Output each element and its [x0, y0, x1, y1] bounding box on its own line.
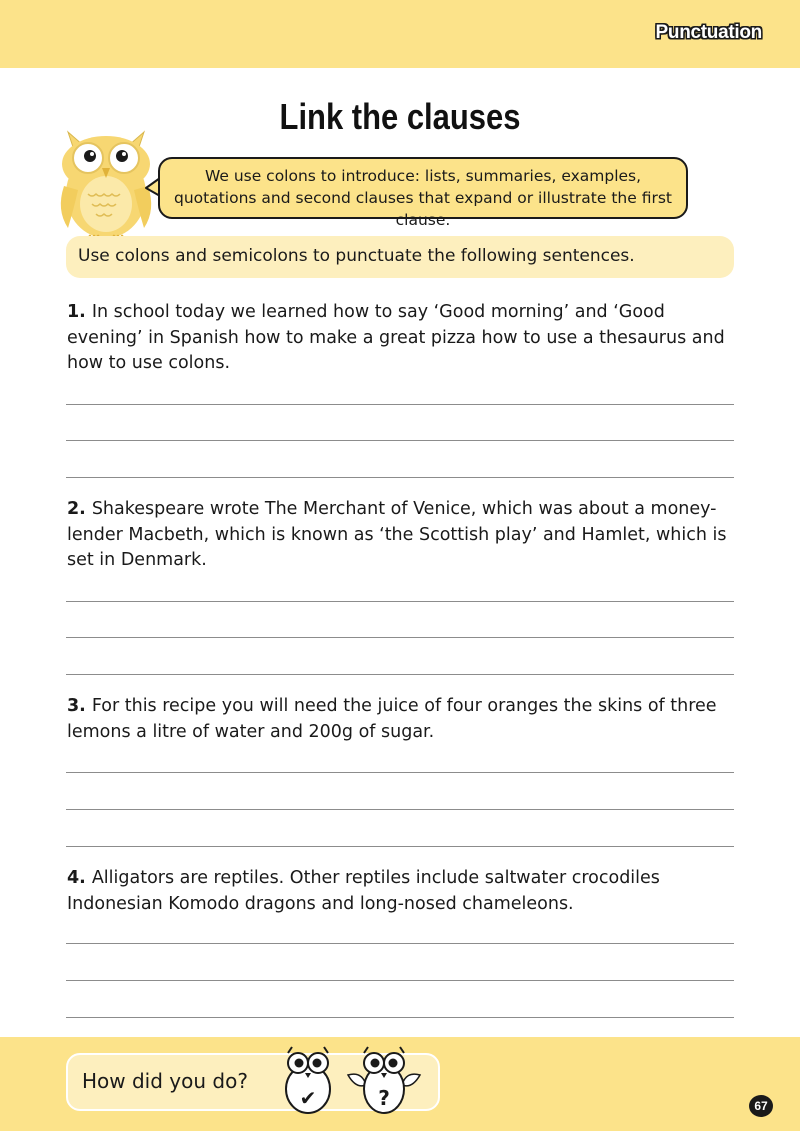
answer-line[interactable]	[66, 601, 734, 602]
self-assessment-label: How did you do?	[82, 1069, 248, 1093]
self-assessment-box	[66, 1053, 440, 1111]
tip-text: We use colons to introduce: lists, summaries, examples, quotations and second clauses that expand or illustrate the first clause.	[174, 167, 672, 229]
answer-line[interactable]	[66, 980, 734, 981]
tick-owl-icon[interactable]	[266, 1045, 350, 1115]
question-2	[67, 497, 735, 574]
answer-line[interactable]	[66, 674, 734, 675]
question-glyph: ?	[378, 1086, 390, 1110]
answer-line[interactable]	[66, 440, 734, 441]
answer-line[interactable]	[66, 809, 734, 810]
page-title: Link the clauses	[279, 96, 521, 137]
section-label: Punctuation	[655, 22, 762, 43]
question-number: 2.	[67, 499, 86, 519]
instruction-banner	[66, 236, 734, 278]
question-number: 3.	[67, 696, 86, 716]
answer-line[interactable]	[66, 772, 734, 773]
answer-line[interactable]	[66, 943, 734, 944]
question-3	[67, 694, 735, 745]
question-number: 1.	[67, 302, 86, 322]
page-number: 67	[749, 1095, 773, 1117]
answer-line[interactable]	[66, 1017, 734, 1018]
question-text: Shakespeare wrote The Merchant of Venice, which was about a money-lender Macbeth, which is known as ‘the Scottish play’ and Hamlet, which is set in Denmark.	[67, 499, 727, 570]
question-text: For this recipe you will need the juice of four oranges the skins of three lemons a litre of water and 200g of sugar.	[67, 696, 717, 742]
question-number: 4.	[67, 868, 86, 888]
tick-glyph: ✔	[299, 1086, 317, 1110]
question-owl-icon[interactable]	[342, 1045, 426, 1115]
answer-line[interactable]	[66, 846, 734, 847]
question-text: Alligators are reptiles. Other reptiles include saltwater crocodiles Indonesian Komodo dragons and long-nosed chameleons.	[67, 868, 660, 914]
instruction-text: Use colons and semicolons to punctuate the following sentences.	[78, 246, 635, 266]
question-4	[67, 866, 735, 917]
owl-icon	[56, 124, 156, 244]
question-1	[67, 300, 735, 377]
answer-line[interactable]	[66, 637, 734, 638]
answer-line[interactable]	[66, 477, 734, 478]
answer-line[interactable]	[66, 404, 734, 405]
tip-speech-bubble	[158, 157, 688, 229]
question-text: In school today we learned how to say ‘Good morning’ and ‘Good evening’ in Spanish how to make a great pizza how to use a thesaurus and how to use colons.	[67, 302, 725, 373]
